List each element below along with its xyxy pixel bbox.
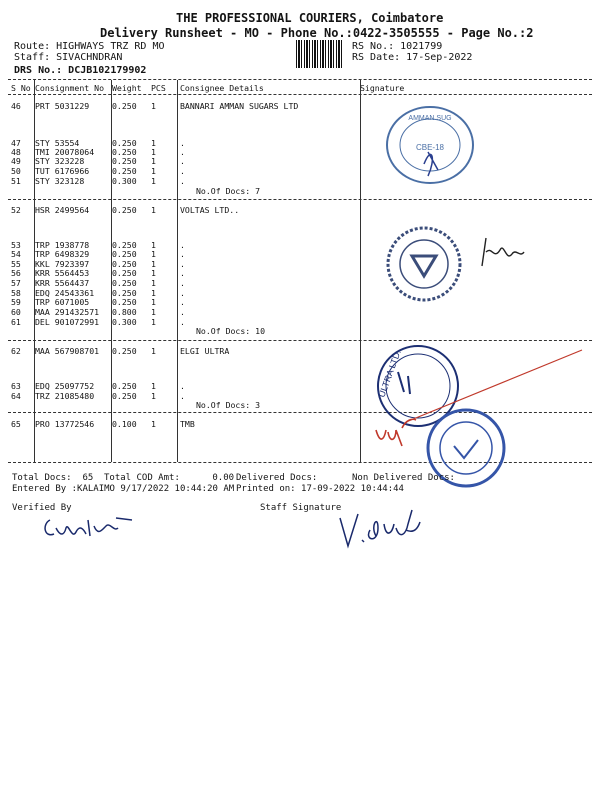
sno: 46 [11,101,21,111]
entered-by: Entered By :KALAIMO 9/17/2022 10:44:20 AM [12,484,235,494]
table-row: 52 HSR 2499564 0.250 1 VOLTAS LTD.. [11,205,240,215]
voltas-stamp [384,224,464,304]
table-row: 65 PRO 13772546 0.100 1 TMB [11,419,195,429]
table-row: 53 TRP 1938778 0.250 1 . [11,240,185,250]
col-consignment: Consignment No [35,83,105,93]
weight: 0.250 [112,101,137,111]
voltas-signature [476,232,528,272]
svg-text:AMMAN SUG: AMMAN SUG [408,115,452,122]
col-consignee: Consignee Details [180,83,264,93]
group-rule [8,340,592,341]
table-row: 56 KRR 5564453 0.250 1 . [11,268,185,278]
table-row: 57 KRR 5564437 0.250 1 . [11,278,185,288]
total-cod: Total COD Amt: 0.00 [104,473,235,483]
docs-count: No.Of Docs: 10 [196,326,266,336]
table-row: 64 TRZ 21085480 0.250 1 . [11,391,185,401]
pcs: 1 [151,101,156,111]
stamp-text: CBE-18 [415,143,445,152]
stamp-text: ULTRA LTD. [376,348,403,399]
table-row: 51 STY 323128 0.300 1 . [11,176,185,186]
rs-date: RS Date: 17-Sep-2022 [352,52,473,63]
col-sno: S No [11,83,31,93]
table-row: 62 MAA 567908701 0.250 1 ELGI ULTRA [11,346,230,356]
table-row: 47 STY 53554 0.250 1 . [11,138,185,148]
company-title: THE PROFESSIONAL COURIERS, Coimbatore [176,11,444,25]
staff-signature-label: Staff Signature [260,503,342,513]
runsheet-subtitle: Delivery Runsheet - MO - Phone No.:0422-3505555 - Page No.:2 [100,26,534,40]
rs-number: RS No.: 1021799 [352,41,443,52]
barcode [296,40,344,68]
delivered-docs: Delivered Docs: [236,473,318,483]
table-row: 63 EDQ 25097752 0.250 1 . [11,381,185,391]
table-row: 54 TRP 6498329 0.250 1 . [11,249,185,259]
verifier-signature [40,510,140,544]
table-row: 58 EDQ 24543361 0.250 1 . [11,288,185,298]
col-pcs: PCS [151,83,166,93]
table-row: 49 STY 323228 0.250 1 . [11,156,185,166]
column-header-row [8,83,592,93]
staff-signature [334,500,424,554]
docs-count: No.Of Docs: 3 [196,400,261,410]
table-row: 60 MAA 291432571 0.800 1 . [11,307,185,317]
table-row: 55 KKL 7923397 0.250 1 . [11,259,185,269]
drs-number: DRS No.: DCJB102179902 [14,65,147,76]
header-bottom-rule [8,94,592,95]
printed-on: Printed on: 17-09-2022 10:44:44 [236,484,404,494]
bannari-stamp [384,104,476,186]
col-signature: Signature [360,83,405,93]
non-delivered-docs: Non Delivered Docs: [352,473,455,483]
table-row: 61 DEL 901072991 0.300 1 . [11,317,185,327]
header-top-rule [8,79,592,80]
staff-label: Staff: SIVACHNDRAN [14,52,123,63]
total-docs: Total Docs: 65 [12,473,94,483]
red-strike-line [404,346,584,426]
table-row: 48 TMI 20078064 0.250 1 . [11,147,185,157]
consignee: BANNARI AMMAN SUGARS LTD [180,101,299,111]
table-row: 50 TUT 6176966 0.250 1 . [11,166,185,176]
table-row [8,101,592,111]
col-weight: Weight [112,83,142,93]
verified-by-label: Verified By [12,503,72,513]
docs-count: No.Of Docs: 7 [196,186,261,196]
consignment-no: PRT 5031229 [35,101,90,111]
group-rule [8,199,592,200]
table-row: 59 TRP 6071005 0.250 1 . [11,297,185,307]
route-label: Route: HIGHWAYS TRZ RD MO [14,41,165,52]
